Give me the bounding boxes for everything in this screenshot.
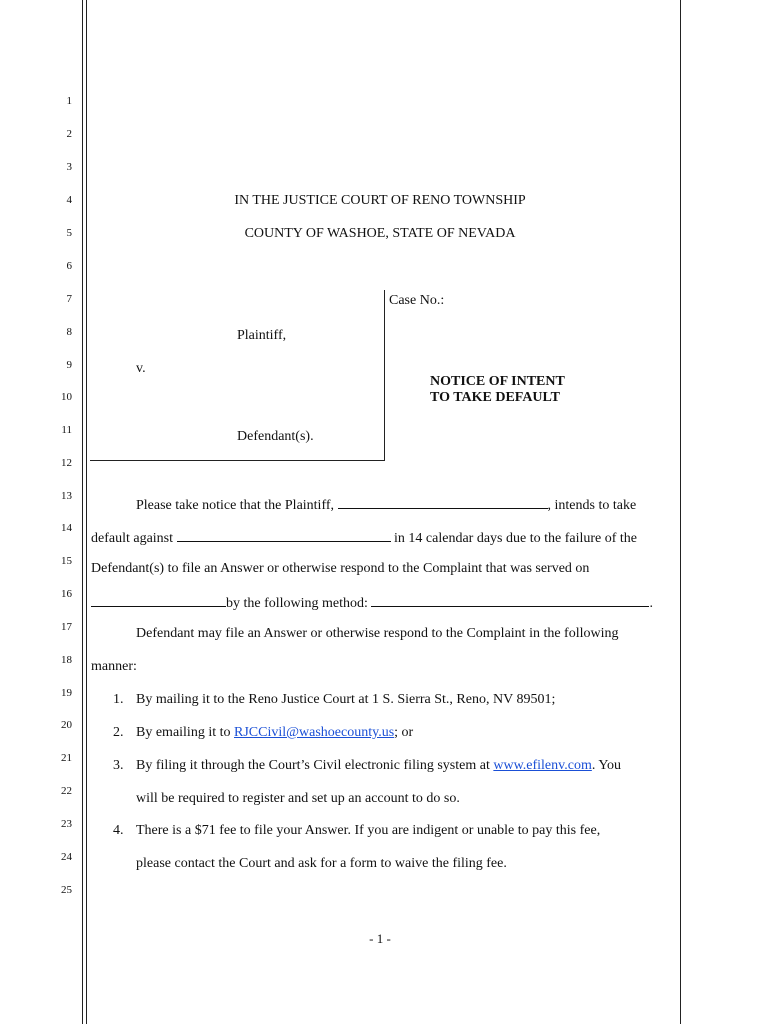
- line-number: 11: [61, 424, 72, 436]
- text: .: [649, 596, 653, 611]
- margin-rule-right: [680, 0, 681, 1024]
- text: by the following method:: [226, 596, 372, 611]
- line-number: 5: [66, 227, 72, 239]
- line-number: 25: [61, 884, 72, 896]
- line-number: 6: [66, 260, 72, 272]
- line-number: 7: [66, 293, 72, 305]
- paragraph-line: manner:: [91, 659, 137, 674]
- text: , intends to take: [547, 498, 637, 513]
- paragraph-line: [136, 495, 636, 514]
- caption-divider-horizontal: [90, 460, 385, 461]
- text: ; or: [394, 725, 414, 740]
- list-item-continuation: will be required to register and set up an account to do so.: [136, 791, 460, 806]
- line-number: 19: [61, 687, 72, 699]
- document-title-line1: NOTICE OF INTENT: [430, 374, 565, 389]
- line-number: 13: [61, 490, 72, 502]
- line-number: 14: [61, 522, 72, 534]
- line-number: 15: [61, 555, 72, 567]
- text: Please take notice that the Plaintiff,: [136, 498, 338, 513]
- court-county: COUNTY OF WASHOE, STATE OF NEVADA: [244, 226, 516, 241]
- document-title-line2: TO TAKE DEFAULT: [430, 390, 560, 405]
- plaintiff-label: Plaintiff,: [237, 328, 287, 343]
- line-number: 16: [61, 588, 72, 600]
- line-number: 9: [66, 359, 72, 371]
- margin-rule-left-inner: [86, 0, 87, 1024]
- versus-label: v.: [136, 361, 146, 376]
- line-number: 12: [61, 457, 72, 469]
- line-number: 21: [61, 752, 72, 764]
- list-item: [136, 725, 413, 741]
- list-item-number: 3.: [113, 758, 124, 773]
- list-item-number: 2.: [113, 725, 124, 740]
- page-number: - 1 -: [369, 931, 391, 946]
- line-number: 10: [61, 391, 72, 403]
- text: . You: [591, 758, 622, 773]
- line-number: 23: [61, 818, 72, 830]
- list-item: There is a $71 fee to file your Answer. If you are indigent or unable to pay this fee,: [136, 823, 601, 838]
- text: By emailing it to: [136, 725, 234, 740]
- paragraph-line: Defendant(s) to file an Answer or otherwise respond to the Complaint that was served on: [91, 561, 590, 576]
- text: in 14 calendar days due to the failure of the: [390, 531, 637, 546]
- court-name: IN THE JUSTICE COURT OF RENO TOWNSHIP: [234, 193, 526, 208]
- efile-website-link[interactable]: www.efilenv.com: [493, 758, 592, 773]
- list-item: [136, 758, 621, 774]
- case-number-label: Case No.:: [389, 293, 445, 308]
- list-item-continuation: please contact the Court and ask for a form to waive the filing fee.: [136, 856, 507, 871]
- line-number: 20: [61, 719, 72, 731]
- defendant-label: Defendant(s).: [237, 429, 314, 444]
- defendant-name-blank[interactable]: [177, 528, 391, 542]
- line-number: 18: [61, 654, 72, 666]
- margin-rule-left-outer: [82, 0, 83, 1024]
- line-number: 17: [61, 621, 72, 633]
- line-number: 3: [66, 161, 72, 173]
- caption-divider-vertical: [384, 290, 385, 460]
- line-number: 1: [66, 95, 72, 107]
- line-number: 8: [66, 326, 72, 338]
- service-date-blank[interactable]: [91, 593, 226, 607]
- plaintiff-name-blank[interactable]: [338, 495, 548, 509]
- paragraph-line: [91, 593, 653, 612]
- line-number: 24: [61, 851, 72, 863]
- line-number: 22: [61, 785, 72, 797]
- list-item-number: 4.: [113, 823, 124, 838]
- line-number: 2: [66, 128, 72, 140]
- line-number: 4: [66, 194, 72, 206]
- list-item-number: 1.: [113, 692, 124, 707]
- list-item: By mailing it to the Reno Justice Court at 1 S. Sierra St., Reno, NV 89501;: [136, 692, 556, 707]
- text: By filing it through the Court’s Civil electronic filing system at: [136, 758, 494, 773]
- email-link[interactable]: RJCCivil@washoecounty.us: [234, 725, 395, 740]
- text: default against: [91, 531, 177, 546]
- service-method-blank[interactable]: [371, 593, 649, 607]
- paragraph-line: Defendant may file an Answer or otherwise respond to the Complaint in the following: [136, 626, 619, 641]
- paragraph-line: [91, 528, 637, 547]
